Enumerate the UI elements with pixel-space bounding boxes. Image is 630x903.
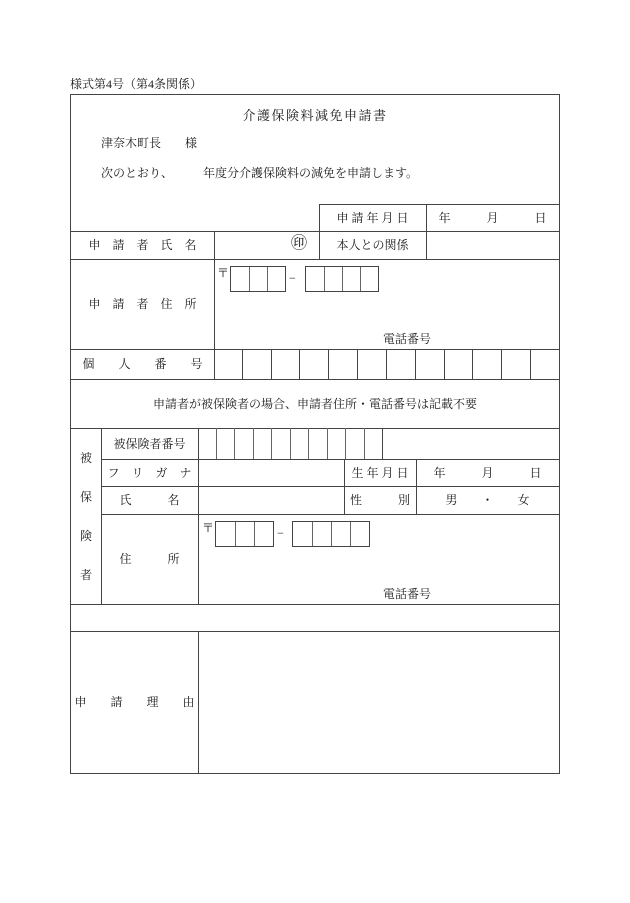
digit-box [253, 428, 272, 459]
personal-number-label: 個 人 番 号 [82, 357, 203, 371]
digit-box [216, 522, 235, 546]
digit-box [308, 428, 327, 459]
note-text: 申請者が被保険者の場合、申請者住所・電話番号は記載不要 [152, 396, 477, 411]
digit-box [198, 428, 216, 459]
digit-box [312, 522, 331, 546]
digit-box [364, 428, 383, 459]
digit-box [324, 267, 342, 291]
digit-box [293, 522, 312, 546]
section-label-char: 者 [79, 567, 92, 582]
digit-box [345, 428, 364, 459]
digit-box [342, 267, 360, 291]
insured-number-label: 被保険者番号 [113, 436, 186, 451]
addressee-label: 津奈木町長 様 [101, 136, 198, 150]
section-label-char: 保 [79, 489, 92, 504]
digit-box [328, 349, 357, 379]
section-label-char: 険 [79, 528, 92, 543]
applicant-phone-label: 電話番号 [383, 332, 432, 346]
digit-box [267, 267, 285, 291]
section-label-char: 被 [79, 450, 92, 465]
digit-box [501, 349, 530, 379]
digit-box [214, 349, 242, 379]
reason-label: 申 請 理 由 [74, 695, 195, 709]
digit-box [271, 349, 300, 379]
insured-phone-label: 電話番号 [383, 587, 432, 601]
birthdate-value: 年 月 日 [433, 465, 542, 480]
applicant-name-label: 申 請 者 氏 名 [88, 238, 197, 252]
relation-label: 本人との関係 [336, 238, 409, 252]
form-title: 介護保険料減免申請書 [242, 108, 388, 123]
gender-value: 男 ・ 女 [445, 493, 530, 507]
applicant-address-label: 申 請 者 住 所 [88, 297, 197, 311]
digit-box [234, 428, 253, 459]
insured-section-label [71, 428, 101, 604]
digit-box [306, 267, 324, 291]
insured-name-label: 氏 名 [119, 493, 180, 507]
grid-line-h [71, 604, 559, 605]
postal-mark-icon: 〒 [202, 521, 215, 535]
digit-box [444, 349, 473, 379]
application-form [70, 94, 560, 774]
insured-postal-code-boxes-first [215, 521, 274, 547]
digit-box [472, 349, 501, 379]
insured-postal-code-boxes-second [292, 521, 370, 547]
postal-mark-icon: 〒 [217, 266, 230, 280]
personal-number-boxes [214, 349, 559, 379]
digit-box [530, 349, 559, 379]
digit-box [415, 349, 444, 379]
furigana-label: フ リ ガ ナ [107, 465, 192, 480]
insured-number-boxes [198, 428, 383, 459]
digit-box [249, 267, 267, 291]
postal-dash: − [289, 271, 296, 285]
digit-box [357, 349, 386, 379]
digit-box [231, 267, 249, 291]
grid-line-v [198, 631, 199, 773]
seal-mark-icon: ㊞ [291, 235, 308, 252]
applicant-postal-code-boxes-second [305, 266, 379, 292]
applicant-postal-code-boxes-first [230, 266, 286, 292]
digit-box [242, 349, 271, 379]
digit-box [327, 428, 346, 459]
form-number-label: 様式第4号（第4条関係） [70, 77, 203, 91]
intro-sentence: 次のとおり、 年度分介護保険料の減免を申請します。 [101, 166, 419, 180]
digit-box [360, 267, 378, 291]
birthdate-label: 生 年 月 日 [351, 465, 409, 480]
application-date-value: 年 月 日 [438, 210, 547, 225]
gender-label: 性 別 [349, 493, 410, 507]
insured-address-label: 住 所 [119, 552, 180, 566]
digit-box [299, 349, 328, 379]
digit-box [235, 522, 254, 546]
digit-box [254, 522, 273, 546]
digit-box [331, 522, 350, 546]
digit-box [386, 349, 415, 379]
digit-box [350, 522, 369, 546]
application-date-label: 申 請 年 月 日 [336, 210, 409, 225]
postal-dash: − [277, 526, 284, 540]
digit-box [216, 428, 235, 459]
digit-box [271, 428, 290, 459]
digit-box [290, 428, 309, 459]
